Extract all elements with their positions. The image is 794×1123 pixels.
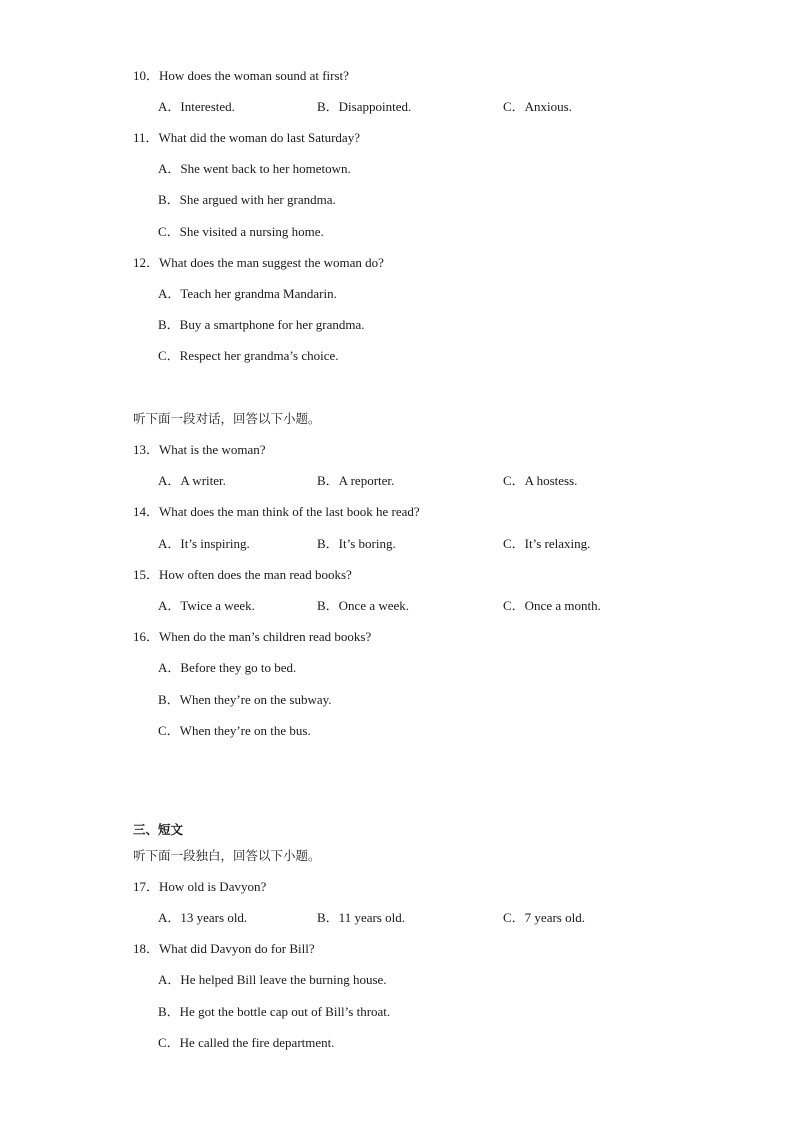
question-12-stem: 12．What does the man suggest the woman do?	[133, 255, 384, 270]
question-17-option-a: A．13 years old.	[158, 910, 248, 925]
question-13-option-b: B．A reporter.	[317, 473, 395, 488]
question-12-option-a: A．Teach her grandma Mandarin.	[158, 286, 337, 301]
question-10-option-a: A．Interested.	[158, 99, 235, 114]
question-16-option-a: A．Before they go to bed.	[158, 660, 297, 675]
question-17-option-b: B．11 years old.	[317, 910, 405, 925]
question-12-option-b: B．Buy a smartphone for her grandma.	[158, 317, 365, 332]
question-18-option-a: A．He helped Bill leave the burning house.	[158, 972, 387, 987]
question-15-option-a: A．Twice a week.	[158, 598, 255, 613]
question-15-option-c: C．Once a month.	[503, 598, 601, 613]
question-13-stem: 13．What is the woman?	[133, 442, 266, 457]
question-16-option-b: B．When they’re on the subway.	[158, 692, 332, 707]
question-12-option-c: C．Respect her grandma’s choice.	[158, 348, 339, 363]
question-18-option-b: B．He got the bottle cap out of Bill’s throat.	[158, 1004, 391, 1019]
question-15-stem: 15．How often does the man read books?	[133, 567, 352, 582]
section-3-title: 三、短文	[133, 822, 184, 837]
question-11-stem: 11．What did the woman do last Saturday?	[133, 130, 360, 145]
question-14-stem: 14．What does the man think of the last book he read?	[133, 504, 420, 519]
question-11-option-c: C．She visited a nursing home.	[158, 224, 324, 239]
question-18-stem: 18．What did Davyon do for Bill?	[133, 941, 315, 956]
monologue-instruction: 听下面一段独白，回答以下小题。	[133, 848, 321, 863]
question-17-stem: 17．How old is Davyon?	[133, 879, 267, 894]
question-10-option-c: C．Anxious.	[503, 99, 572, 114]
question-14-option-b: B．It’s boring.	[317, 536, 396, 551]
question-13-option-c: C．A hostess.	[503, 473, 578, 488]
question-18-option-c: C．He called the fire department.	[158, 1035, 335, 1050]
question-11-option-b: B．She argued with her grandma.	[158, 192, 336, 207]
question-14-option-c: C．It’s relaxing.	[503, 536, 591, 551]
question-13-option-a: A．A writer.	[158, 473, 226, 488]
question-11-option-a: A．She went back to her hometown.	[158, 161, 351, 176]
question-16-stem: 16．When do the man’s children read books?	[133, 629, 372, 644]
question-10-stem: 10．How does the woman sound at first?	[133, 68, 349, 83]
question-17-option-c: C．7 years old.	[503, 910, 585, 925]
dialogue-instruction: 听下面一段对话，回答以下小题。	[133, 411, 321, 426]
question-10-option-b: B．Disappointed.	[317, 99, 412, 114]
question-15-option-b: B．Once a week.	[317, 598, 410, 613]
question-16-option-c: C．When they’re on the bus.	[158, 723, 311, 738]
question-14-option-a: A．It’s inspiring.	[158, 536, 250, 551]
